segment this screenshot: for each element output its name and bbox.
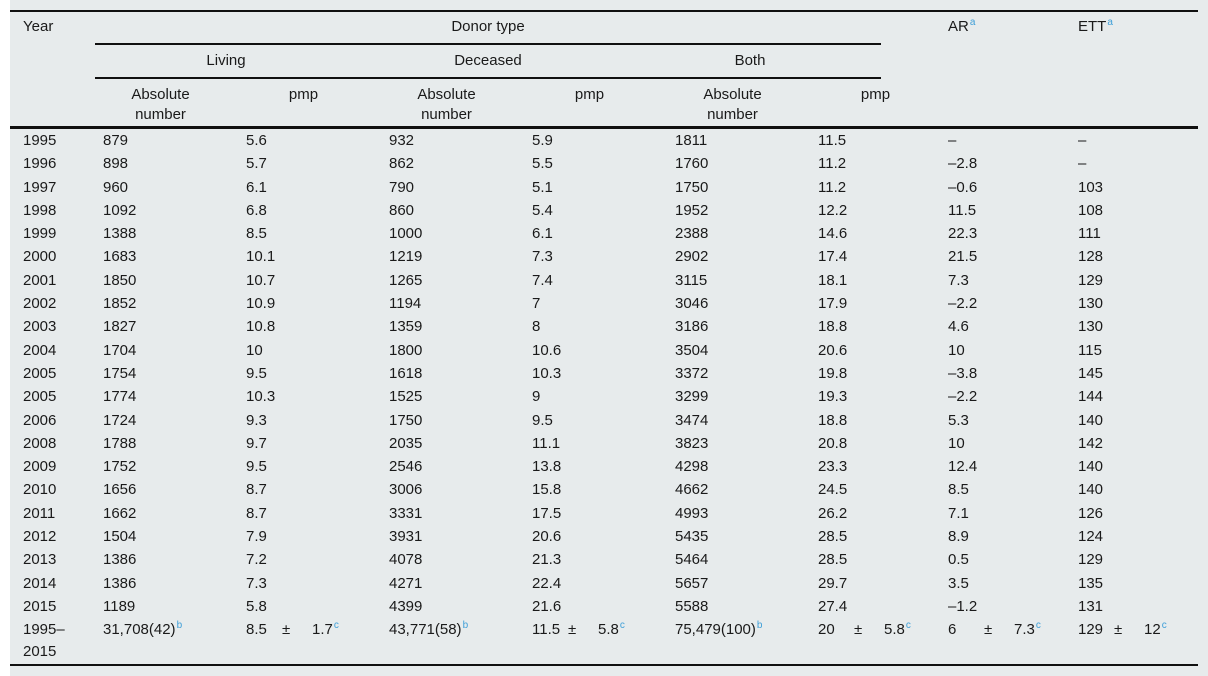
- cell-value: 11.2: [818, 178, 847, 196]
- cell-summary-value: 75,479(100)$^b$: [675, 620, 763, 639]
- cell-value: 1618: [389, 364, 423, 382]
- cell-value: 5657: [675, 574, 709, 592]
- cell-value: 4662: [675, 481, 709, 499]
- cell-value: 5.4: [532, 201, 553, 219]
- cell-value: 5.5: [532, 155, 553, 173]
- cell-summary-value: [524, 618, 667, 664]
- group-rule: [95, 77, 881, 79]
- cell-value: 12.2: [818, 201, 848, 219]
- cell-value: 898: [103, 155, 129, 173]
- cell-value: 17.9: [818, 295, 848, 313]
- cell-value: 145: [1078, 364, 1104, 382]
- col-header-year: Year: [23, 18, 54, 35]
- sd-value: 12: [1144, 621, 1161, 639]
- cell-value: 9.3: [246, 411, 267, 429]
- footnote-marker-c: c: [619, 620, 625, 632]
- cell-summary-value: [238, 618, 381, 664]
- plus-minus-sign: ±: [854, 621, 863, 639]
- cell-value: 0.5: [948, 551, 969, 569]
- cell-value: 5.9: [532, 132, 553, 149]
- table-row: [10, 269, 1198, 292]
- table-row: [10, 292, 1198, 315]
- table-row: [10, 595, 1198, 618]
- cell-value: 5.3: [948, 411, 969, 429]
- cell-value: 4298: [675, 458, 709, 476]
- cell-year: 2006: [23, 411, 57, 429]
- cell-value: 12.4: [948, 458, 978, 476]
- cell-value: 4271: [389, 574, 423, 592]
- cell-value: 6.8: [246, 201, 267, 219]
- cell-value: –: [1078, 155, 1087, 173]
- cell-value: 108: [1078, 201, 1104, 219]
- cell-year: 2012: [23, 528, 57, 546]
- cell-value: 1388: [103, 225, 137, 243]
- cell-value: 4993: [675, 504, 709, 522]
- cell-year: 1997: [23, 178, 57, 196]
- cell-value: 9.5: [532, 411, 553, 429]
- cell-value: 23.3: [818, 458, 848, 476]
- cell-value: 19.8: [818, 364, 848, 382]
- cell-value: 7.3: [948, 271, 969, 289]
- cell-year-range: [10, 618, 95, 664]
- cell-value: 2035: [389, 434, 423, 452]
- cell-value: 10: [948, 434, 965, 452]
- cell-value: 11.5: [948, 201, 977, 219]
- cell-value: 3504: [675, 341, 709, 359]
- cell-value: 21.6: [532, 597, 562, 615]
- table-row: [10, 152, 1198, 175]
- cell-year: 2010: [23, 481, 57, 499]
- group-header-living: Living: [206, 52, 246, 69]
- cell-year: 2008: [23, 434, 57, 452]
- plus-minus-sign: ±: [568, 621, 577, 639]
- col-header-donor-type: Donor type: [451, 18, 525, 35]
- table-row: [10, 478, 1198, 501]
- cell-value: 11.1: [532, 434, 561, 452]
- col-header-living-absolute: Absolute number: [131, 86, 190, 123]
- mean-value: 6: [948, 621, 957, 639]
- footnote-marker-c: c: [1035, 620, 1041, 632]
- cell-value: 3006: [389, 481, 423, 499]
- cell-value: 1852: [103, 295, 137, 313]
- table-row: [10, 548, 1198, 571]
- table-row: [10, 409, 1198, 432]
- cell-value: 5464: [675, 551, 709, 569]
- cell-value: 1788: [103, 434, 137, 452]
- cell-value: 860: [389, 201, 415, 219]
- cell-value: 29.7: [818, 574, 848, 592]
- table-row: [10, 222, 1198, 245]
- sd-value: 1.7: [312, 621, 333, 639]
- cell-value: 2902: [675, 248, 709, 266]
- cell-value: 14.6: [818, 225, 848, 243]
- cell-value: 1811: [675, 132, 708, 149]
- cell-value: 4399: [389, 597, 423, 615]
- cell-value: 124: [1078, 528, 1104, 546]
- cell-year: 2005: [23, 364, 57, 382]
- cell-year: 2013: [23, 551, 57, 569]
- cell-value: 5435: [675, 528, 709, 546]
- table-row: [10, 176, 1198, 199]
- footnote-marker-b: b: [756, 620, 763, 632]
- cell-value: 130: [1078, 318, 1104, 336]
- col-header-living-pmp: pmp: [288, 86, 319, 103]
- cell-value: 1683: [103, 248, 137, 266]
- cell-value: 140: [1078, 411, 1104, 429]
- cell-value: 1386: [103, 574, 137, 592]
- cell-value: 790: [389, 178, 415, 196]
- cell-value: 6.1: [246, 178, 267, 196]
- cell-value: 1000: [389, 225, 423, 243]
- cell-value: 1760: [675, 155, 709, 173]
- year-range-line: 1995–: [23, 621, 65, 639]
- cell-value: 20.6: [818, 341, 848, 359]
- cell-value: 7.9: [246, 528, 267, 546]
- ett-label: ETT: [1078, 18, 1107, 35]
- cell-value: 144: [1078, 388, 1104, 406]
- cell-value: 1662: [103, 504, 137, 522]
- group-header-deceased: Deceased: [454, 52, 522, 69]
- cell-value: 1827: [103, 318, 137, 336]
- cell-value: 18.1: [818, 271, 848, 289]
- cell-value: 9: [532, 388, 541, 406]
- cell-value: 126: [1078, 504, 1104, 522]
- year-range-line: 2015: [23, 643, 57, 661]
- plus-minus-sign: ±: [1114, 621, 1123, 639]
- cell-value: 3046: [675, 295, 709, 313]
- col-header-both-absolute: Absolute number: [703, 86, 762, 123]
- cell-value: 115: [1078, 341, 1102, 359]
- cell-value: 20.6: [532, 528, 562, 546]
- table-row: [10, 362, 1198, 385]
- table-row: [10, 339, 1198, 362]
- cell-value: 129: [1078, 271, 1104, 289]
- col-header-ar: [948, 18, 975, 35]
- cell-year: 2014: [23, 574, 57, 592]
- cell-value: 18.8: [818, 411, 848, 429]
- cell-value: 4078: [389, 551, 423, 569]
- cell-value: 8.5: [246, 225, 267, 243]
- table-row: [10, 315, 1198, 338]
- cell-value: 21.3: [532, 551, 562, 569]
- plus-minus-sign: ±: [984, 621, 993, 639]
- cell-value: 1774: [103, 388, 137, 406]
- cell-value: 9.5: [246, 364, 267, 382]
- cell-value: 6.1: [532, 225, 553, 243]
- cell-year: 2001: [23, 271, 57, 289]
- cell-value: 140: [1078, 458, 1104, 476]
- cell-value: 8.7: [246, 481, 267, 499]
- cell-value: 1850: [103, 271, 137, 289]
- cell-value: 111: [1078, 225, 1101, 243]
- table-row: [10, 502, 1198, 525]
- cell-value: 8.5: [948, 481, 969, 499]
- cell-value: 1724: [103, 411, 137, 429]
- cell-value: 5.8: [246, 597, 267, 615]
- cell-value: 10.3: [246, 388, 276, 406]
- footnote-marker-a: a: [969, 17, 976, 28]
- cell-value: 1194: [389, 295, 422, 313]
- col-header-deceased-pmp: pmp: [574, 86, 605, 103]
- cell-value: 8.7: [246, 504, 267, 522]
- cell-value: 17.4: [818, 248, 848, 266]
- cell-value: 10.8: [246, 318, 276, 336]
- cell-value: 24.5: [818, 481, 848, 499]
- cell-value: 15.8: [532, 481, 562, 499]
- cell-value: 3299: [675, 388, 709, 406]
- group-header-both: Both: [734, 52, 766, 69]
- cell-value: 11.2: [818, 155, 847, 173]
- cell-value: 862: [389, 155, 415, 173]
- donor-type-rule: [95, 43, 881, 45]
- mean-value: 129: [1078, 621, 1104, 639]
- cell-year: 2015: [23, 597, 57, 615]
- cell-year: 1998: [23, 201, 57, 219]
- cell-value: 10: [948, 341, 965, 359]
- cell-value: 1092: [103, 201, 137, 219]
- cell-value: 26.2: [818, 504, 848, 522]
- ar-label: AR: [948, 18, 969, 35]
- footnote-marker-c: c: [1161, 620, 1167, 632]
- cell-year: 2000: [23, 248, 57, 266]
- cell-value: 9.5: [246, 458, 267, 476]
- footnote-marker-b: b: [176, 620, 183, 632]
- table-summary-row: [10, 618, 1198, 664]
- sd-value: 7.3: [1014, 621, 1035, 639]
- cell-value: 3331: [389, 504, 423, 522]
- cell-value: 11.5: [818, 132, 847, 149]
- table-top-rule: [10, 10, 1198, 12]
- table-row: [10, 385, 1198, 408]
- cell-value: 131: [1078, 597, 1104, 615]
- cell-summary-value: 43,771(58)$^b$: [389, 620, 469, 639]
- cell-year: 1996: [23, 155, 57, 173]
- cell-value: –: [1078, 132, 1087, 149]
- cell-value: –1.2: [948, 597, 978, 615]
- cell-value: –0.6: [948, 178, 978, 196]
- table-rows: [10, 129, 1198, 664]
- cell-value: 960: [103, 178, 129, 196]
- cell-value: –2.2: [948, 388, 978, 406]
- cell-value: 10.3: [532, 364, 562, 382]
- mean-value: 8.5: [246, 621, 267, 639]
- cell-value: 128: [1078, 248, 1104, 266]
- cell-value: 1386: [103, 551, 137, 569]
- cell-value: 21.5: [948, 248, 978, 266]
- col-header-ett: [1078, 18, 1113, 35]
- cell-value: 3931: [389, 528, 423, 546]
- cell-summary-value: [1070, 618, 1198, 664]
- footnote-marker-c: c: [333, 620, 339, 632]
- cell-value: 10.7: [246, 271, 276, 289]
- cell-value: 932: [389, 132, 415, 149]
- cell-value: 5.6: [246, 132, 267, 149]
- cell-value: –: [948, 132, 957, 149]
- table-bottom-rule: [10, 664, 1198, 666]
- cell-value: 1265: [389, 271, 423, 289]
- footnote-marker-a: a: [1107, 17, 1113, 28]
- cell-value: 1219: [389, 248, 423, 266]
- cell-value: 20.8: [818, 434, 848, 452]
- cell-value: 1359: [389, 318, 423, 336]
- cell-value: 3186: [675, 318, 709, 336]
- cell-value: 28.5: [818, 528, 848, 546]
- table-row: [10, 129, 1198, 152]
- table-row: [10, 245, 1198, 268]
- table-row: [10, 572, 1198, 595]
- cell-value: 879: [103, 132, 129, 149]
- cell-value: –2.2: [948, 295, 978, 313]
- cell-value: 3823: [675, 434, 709, 452]
- cell-value: 10.1: [246, 248, 276, 266]
- cell-value: 3.5: [948, 574, 969, 592]
- cell-value: 7.1: [948, 504, 969, 522]
- cell-value: 5.7: [246, 155, 267, 173]
- cell-value: 1752: [103, 458, 137, 476]
- cell-value: 5588: [675, 597, 709, 615]
- cell-value: 1750: [675, 178, 709, 196]
- cell-value: 18.8: [818, 318, 848, 336]
- cell-value: 7.3: [246, 574, 267, 592]
- cell-value: 1189: [103, 597, 136, 615]
- cell-value: 103: [1078, 178, 1104, 196]
- cell-year: 2005: [23, 388, 57, 406]
- cell-value: 1504: [103, 528, 137, 546]
- cell-value: 28.5: [818, 551, 848, 569]
- cell-value: 3115: [675, 271, 708, 289]
- cell-value: 10.9: [246, 295, 276, 313]
- cell-value: 142: [1078, 434, 1104, 452]
- cell-year: 2009: [23, 458, 57, 476]
- table-row: [10, 199, 1198, 222]
- cell-value: 7.2: [246, 551, 267, 569]
- cell-value: 130: [1078, 295, 1104, 313]
- cell-value: 1750: [389, 411, 423, 429]
- cell-summary-value: [940, 618, 1070, 664]
- cell-value: 2546: [389, 458, 423, 476]
- cell-year: 1995: [23, 132, 57, 149]
- cell-value: 1800: [389, 341, 423, 359]
- cell-value: 13.8: [532, 458, 562, 476]
- cell-year: 2004: [23, 341, 57, 359]
- cell-value: –2.8: [948, 155, 978, 173]
- cell-value: 22.4: [532, 574, 562, 592]
- cell-value: 1525: [389, 388, 423, 406]
- cell-value: 3372: [675, 364, 709, 382]
- cell-value: –3.8: [948, 364, 978, 382]
- cell-value: 2388: [675, 225, 709, 243]
- cell-value: 17.5: [532, 504, 562, 522]
- cell-summary-value: 31,708(42)$^b$: [103, 620, 183, 639]
- col-header-both-pmp: pmp: [860, 86, 891, 103]
- cell-value: 7: [532, 295, 541, 313]
- footnote-marker-c: c: [905, 620, 911, 632]
- cell-value: 129: [1078, 551, 1104, 569]
- cell-value: 140: [1078, 481, 1104, 499]
- cell-value: 1754: [103, 364, 137, 382]
- cell-value: 27.4: [818, 597, 848, 615]
- plus-minus-sign: ±: [282, 621, 291, 639]
- cell-value: 1656: [103, 481, 137, 499]
- col-header-deceased-absolute: Absolute number: [417, 86, 476, 123]
- cell-value: 3474: [675, 411, 709, 429]
- sd-value: 5.8: [884, 621, 905, 639]
- footnote-marker-b: b: [462, 620, 469, 632]
- cell-value: 7.3: [532, 248, 553, 266]
- cell-value: 10: [246, 341, 263, 359]
- cell-value: 5.1: [532, 178, 553, 196]
- cell-value: 10.6: [532, 341, 562, 359]
- cell-value: 135: [1078, 574, 1104, 592]
- cell-value: 22.3: [948, 225, 978, 243]
- cell-year: 2003: [23, 318, 57, 336]
- cell-value: 19.3: [818, 388, 848, 406]
- mean-value: 20: [818, 621, 835, 639]
- cell-value: 1704: [103, 341, 137, 359]
- mean-value: 11.5: [532, 621, 561, 639]
- cell-year: 2002: [23, 295, 57, 313]
- cell-year: 1999: [23, 225, 57, 243]
- cell-summary-value: [810, 618, 940, 664]
- cell-value: 4.6: [948, 318, 969, 336]
- table-row: [10, 525, 1198, 548]
- cell-value: 8: [532, 318, 541, 336]
- sd-value: 5.8: [598, 621, 619, 639]
- cell-value: 9.7: [246, 434, 267, 452]
- cell-value: 7.4: [532, 271, 553, 289]
- cell-value: 8.9: [948, 528, 969, 546]
- table-row: [10, 455, 1198, 478]
- cell-value: 1952: [675, 201, 709, 219]
- table-row: [10, 432, 1198, 455]
- cell-year: 2011: [23, 504, 56, 522]
